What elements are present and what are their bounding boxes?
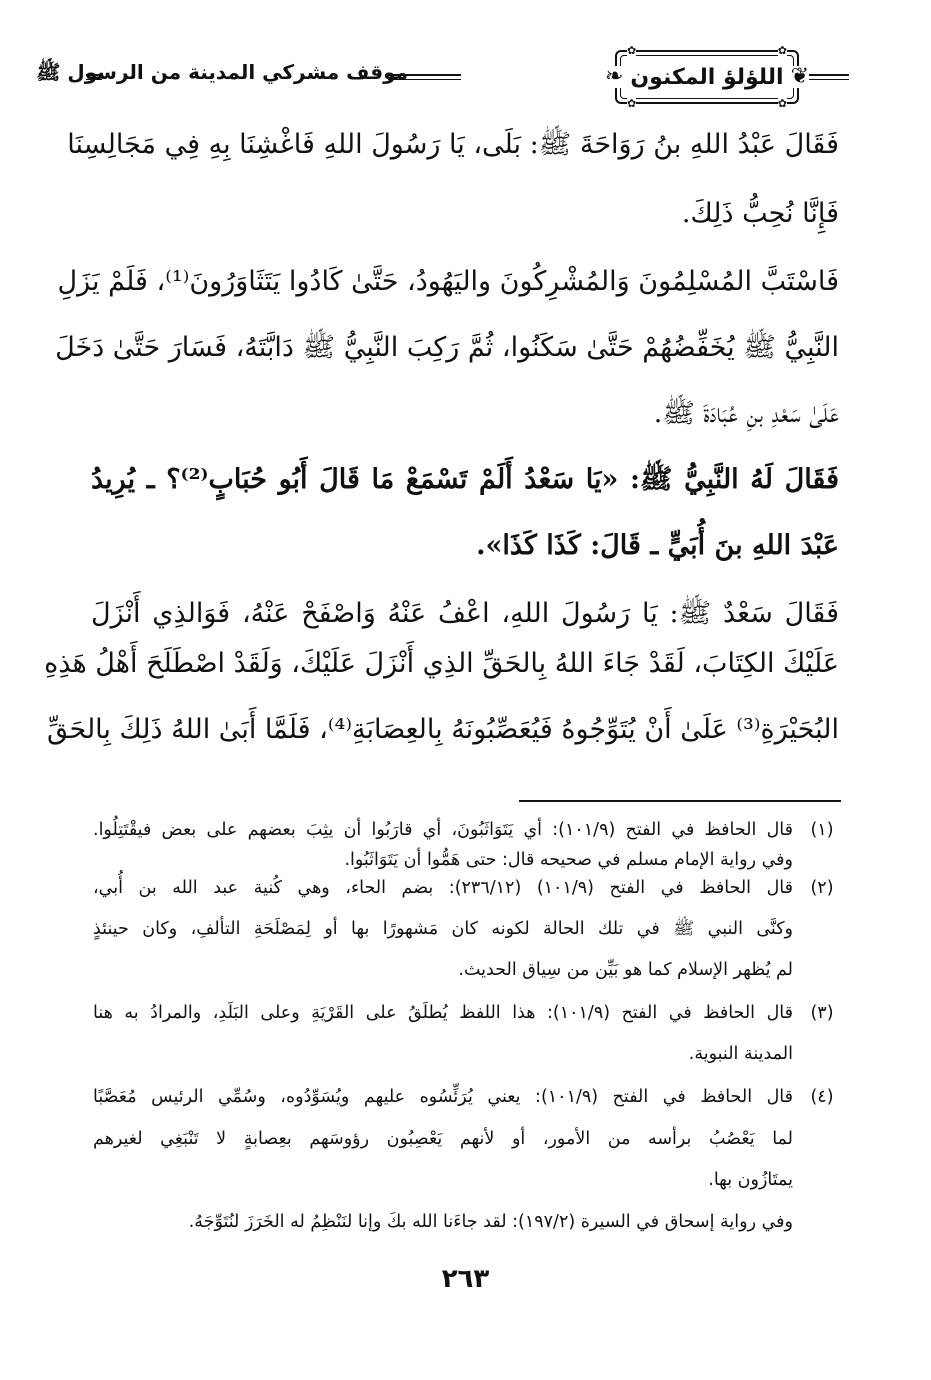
- text-line: فَقَالَ سَعْدٌ ﷺ: يَا رَسُولَ اللهِ، اعْفُ عَنْهُ وَاصْفَحْ عَنْهُ، فَوَالذِي أَنْزَلَ: [91, 598, 839, 629]
- footnote-separator: [519, 800, 841, 802]
- book-title-frame: [605, 44, 809, 110]
- footnote-line: قال الحافظ في الفتح (١٠١/٩): أي يَتَوَاثَبُونَ، أي قارَبُوا أن يثِبَ بعضهم على بعض فيقْتَتِلُوا.: [93, 820, 794, 840]
- text-line: عَلَىٰ سَعْدِ بنِ عُبَادَةَ ﷺ.: [653, 398, 839, 429]
- text-line: فَقَالَ لَهُ النَّبِيُّ ﷺ: «يَا سَعْدُ أَلَمْ تَسْمَعْ مَا قَالَ أَبُو حُبَابٍ⁽²⁾؟ ـ يُرِيدُ: [91, 464, 840, 495]
- running-header: [36, 44, 849, 110]
- ornament-icon: ✿: [777, 97, 787, 110]
- footnote-number: (٣): [810, 1003, 834, 1023]
- text-line: البُحَيْرَةِ⁽³⁾ عَلَىٰ أَنْ يُتَوِّجُوهُ فَيُعَصِّبُونَهُ بِالعِصَابَةِ⁽⁴⁾، فَلَمَّا أَبَىٰ اللهُ ذَلِكَ بِالحَقِّ: [47, 714, 839, 745]
- footnote-line: وفي رواية الإمام مسلم في صحيحه قال: حتى هَمُّوا أن يَتَوَاثَبُوا.: [344, 850, 793, 870]
- text-line: عَلَيْكَ الكِتَابَ، لَقَدْ جَاءَ اللهُ بِالحَقِّ الذِي أَنْزَلَ عَلَيْكَ، وَلَقَدْ اصْطَلَحَ أَهْلُ هَذِهِ: [44, 648, 839, 679]
- ornament-icon: ❧: [605, 64, 624, 89]
- header-rule: [803, 74, 849, 76]
- footnote-line: لم يُظهر الإسلام كما هو بَيِّن من سِياق الحديث.: [458, 960, 793, 980]
- footnote-line: يمتَازُون بها.: [708, 1170, 793, 1190]
- footnote-number: (٤): [810, 1087, 834, 1107]
- text-line: فَإِنَّا نُحِبُّ ذَلِكَ.: [681, 198, 839, 229]
- footnote-line: المدينة النبوية.: [688, 1044, 793, 1064]
- footnote-number: (٢): [810, 878, 834, 898]
- footnote-line: قال الحافظ في الفتح (١٠١/٩): يعني يُرَئِّسُوه عليهم ويُسَوِّدُوه، وسُمِّي الرئيس مُعَصَّبًا: [93, 1087, 793, 1107]
- ornament-icon: ❦: [790, 64, 809, 89]
- ornament-icon: ✿: [777, 44, 787, 57]
- ornament-icon: ✿: [627, 44, 637, 57]
- book-title: اللؤلؤ المكنون: [630, 64, 784, 90]
- ornament-icon: ✿: [627, 97, 637, 110]
- footnote-line: قال الحافظ في الفتح (١٠١/٩): هذا اللفظ يُطلَقُ على القَرْيَةِ وعلى البَلَدِ، والمرادُ به هنا: [93, 1003, 793, 1023]
- footnote-line: وكنَّى النبي ﷺ في تلك الحالة لكونه كان مَشهورًا بها أو لِمَصْلَحَةِ التألفِ، وكان حينئذٍ: [93, 919, 793, 939]
- footnote-line: لما يَعْصُبُ برأسه من الأمور، أو لأنهم يَعْصِبُون رؤوسَهم بعِصابةٍ لا تَنْبَغِي لغيرهم: [93, 1129, 793, 1149]
- page-number: ٢٦٣: [441, 1264, 490, 1294]
- footnote-number: (١): [810, 820, 834, 840]
- footnote-line: قال الحافظ في الفتح (١٠١/٩) (٢٣٦/١٢): بضم الحاء، وهي كُنية عبد الله بن أُبي،: [93, 878, 793, 898]
- text-line: النَّبِيُّ ﷺ يُخَفِّضُهُمْ حَتَّىٰ سَكَنُوا، ثُمَّ رَكِبَ النَّبِيُّ ﷺ دَابَّتَهُ، فَسَارَ حَتَّىٰ دَخَلَ: [55, 332, 839, 363]
- footnote-line: وفي رواية إسحاق في السيرة (١٩٧/٢): لقد جاءَنا الله بكَ وإنا لنَنْظِمُ له الخَرَزَ لنُتَوِّجَهُ.: [188, 1212, 793, 1232]
- text-line: فَاسْتَبَّ المُسْلِمُونَ وَالمُشْرِكُونَ واليَهُودُ، حَتَّىٰ كَادُوا يَتَثَاوَرُونَ⁽¹⁾، فَلَمْ يَزَلِ: [57, 266, 839, 297]
- text-line: فَقَالَ عَبْدُ اللهِ بنُ رَوَاحَةَ ﷺ: بَلَى، يَا رَسُولَ اللهِ فَاغْشِنَا بِهِ فِي مَجَالِسِنَا: [67, 129, 839, 160]
- chapter-title: موقف مشركي المدينة من الرسول ﷺ: [36, 60, 408, 84]
- text-line: عَبْدَ اللهِ بنَ أُبَيٍّ ـ قَالَ: كَذَا كَذَا».: [476, 530, 839, 561]
